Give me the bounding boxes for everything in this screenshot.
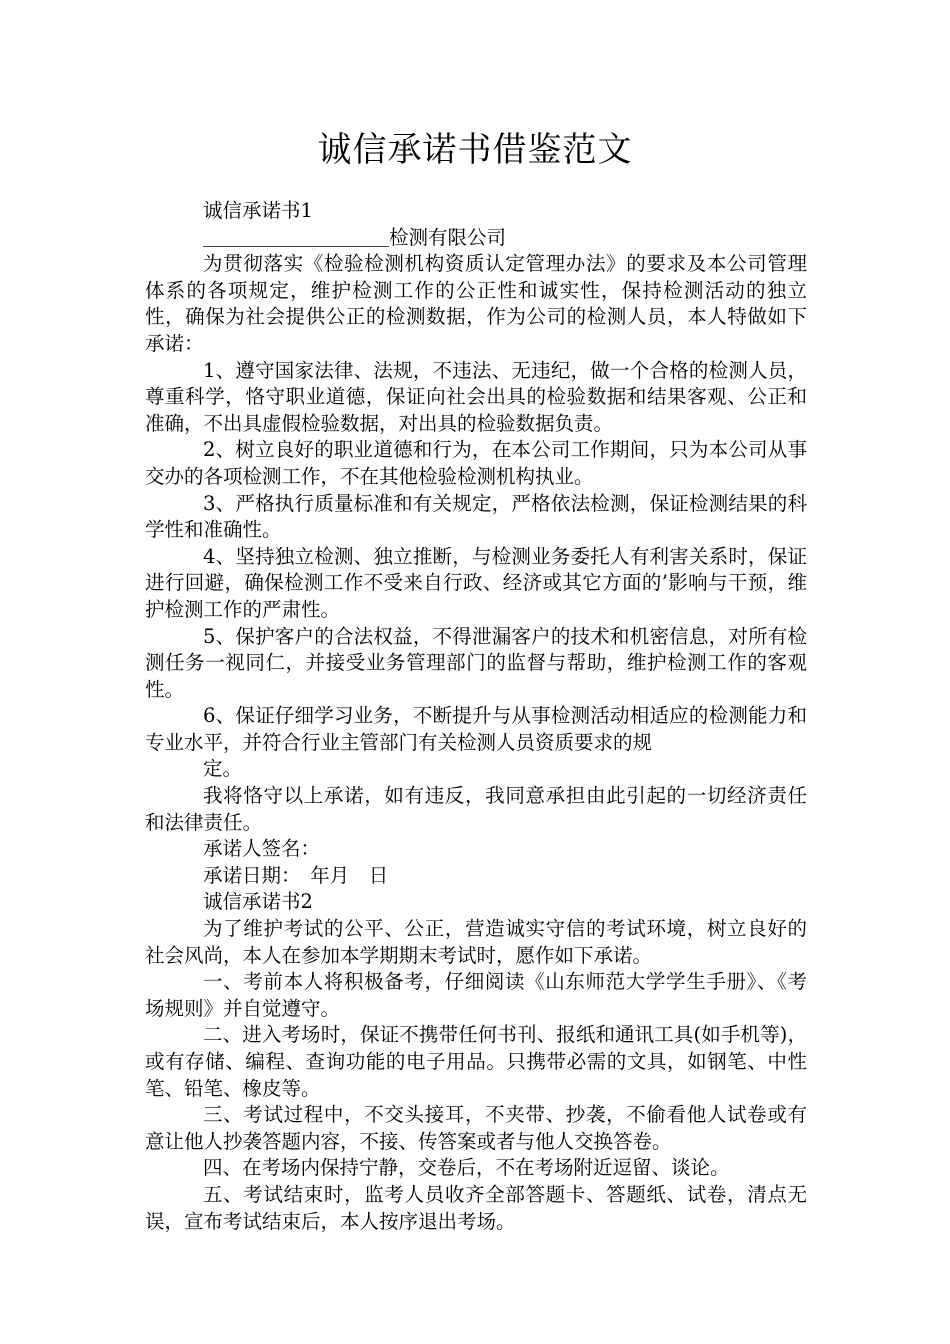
section1-item-1: 1、遵守国家法律、法规，不违法、无违纪，做一个合格的检测人员，尊重科学，恪守职业道德，保证向社会出具的检验数据和结果客观、公正和准确，不出具虚假检验数据，对出具的检验数据负责。	[145, 358, 807, 435]
section1-item-2: 2、树立良好的职业道德和行为，在本公司工作期间，只为本公司从事交办的各项检测工作，不在其他检验检测机构执业。	[145, 438, 807, 488]
section2-item-2: 二、进入考场时，保证不携带任何书刊、报纸和通讯工具(如手机等)，或有存储、编程、查询功能的电子用品。只携带必需的文具，如钢笔、中性笔、铅笔、橡皮等。	[145, 1023, 807, 1100]
section1-intro: 为贯彻落实《检验检测机构资质认定管理办法》的要求及本公司管理体系的各项规定，维护检测工作的公正性和诚实性，保持检测活动的独立性，确保为社会提供公正的检测数据，作为公司的检测人员，本人特做如下承诺：	[145, 252, 807, 355]
document-body	[145, 198, 807, 1235]
signature-line: 承诺人签名：	[203, 837, 321, 861]
company-name-blank	[203, 226, 389, 247]
section2-item-4: 四、在考场内保持宁静，交卷后，不在考场附近逗留、谈论。	[203, 1156, 730, 1180]
section2-heading: 诚信承诺书2	[203, 890, 313, 914]
section1-heading: 诚信承诺书1	[203, 199, 313, 222]
section1-item-6-tail: 定。	[203, 757, 243, 781]
section1-item-6: 6、保证仔细学习业务，不断提升与从事检测活动相适应的检测能力和专业水平，并符合行业主管部门有关检测人员资质要求的规	[145, 704, 807, 754]
date-line: 承诺日期： 年月 日	[203, 863, 389, 887]
section1-item-5: 5、保护客户的合法权益，不得泄漏客户的技术和机密信息，对所有检测任务一视同仁，并接受业务管理部门的监督与帮助，维护检测工作的客观性。	[145, 624, 807, 701]
section2-item-3: 三、考试过程中，不交头接耳，不夹带、抄袭，不偷看他人试卷或有意让他人抄袭答题内容，不接、传答案或者与他人交换答卷。	[145, 1103, 807, 1153]
company-line	[145, 225, 807, 252]
section2-item-5: 五、考试结束时，监考人员收齐全部答题卡、答题纸、试卷，清点无误，宣布考试结束后，本人按序退出考场。	[145, 1182, 807, 1233]
section1-item-3: 3、严格执行质量标准和有关规定，严格依法检测，保证检测结果的科学性和准确性。	[145, 491, 807, 542]
page-title: 诚信承诺书借鉴范文	[317, 130, 633, 170]
section1-item-4: 4、坚持独立检测、独立推断，与检测业务委托人有利害关系时，保证进行回避，确保检测工作不受来自行政、经济或其它方面的’影响与干预，维护检测工作的严肃性。	[145, 544, 807, 621]
section1-closing: 我将恪守以上承诺，如有违反，我同意承担由此引起的一切经济责任和法律责任。	[145, 784, 807, 834]
company-suffix: 检测有限公司	[389, 225, 507, 249]
section2-intro: 为了维护考试的公平、公正，营造诚实守信的考试环境，树立良好的社会风尚，本人在参加本学期期末考试时，愿作如下承诺。	[145, 917, 807, 967]
section2-item-1: 一、考前本人将积极备考，仔细阅读《山东师范大学学生手册》、《考场规则》并自觉遵守。	[145, 970, 807, 1020]
